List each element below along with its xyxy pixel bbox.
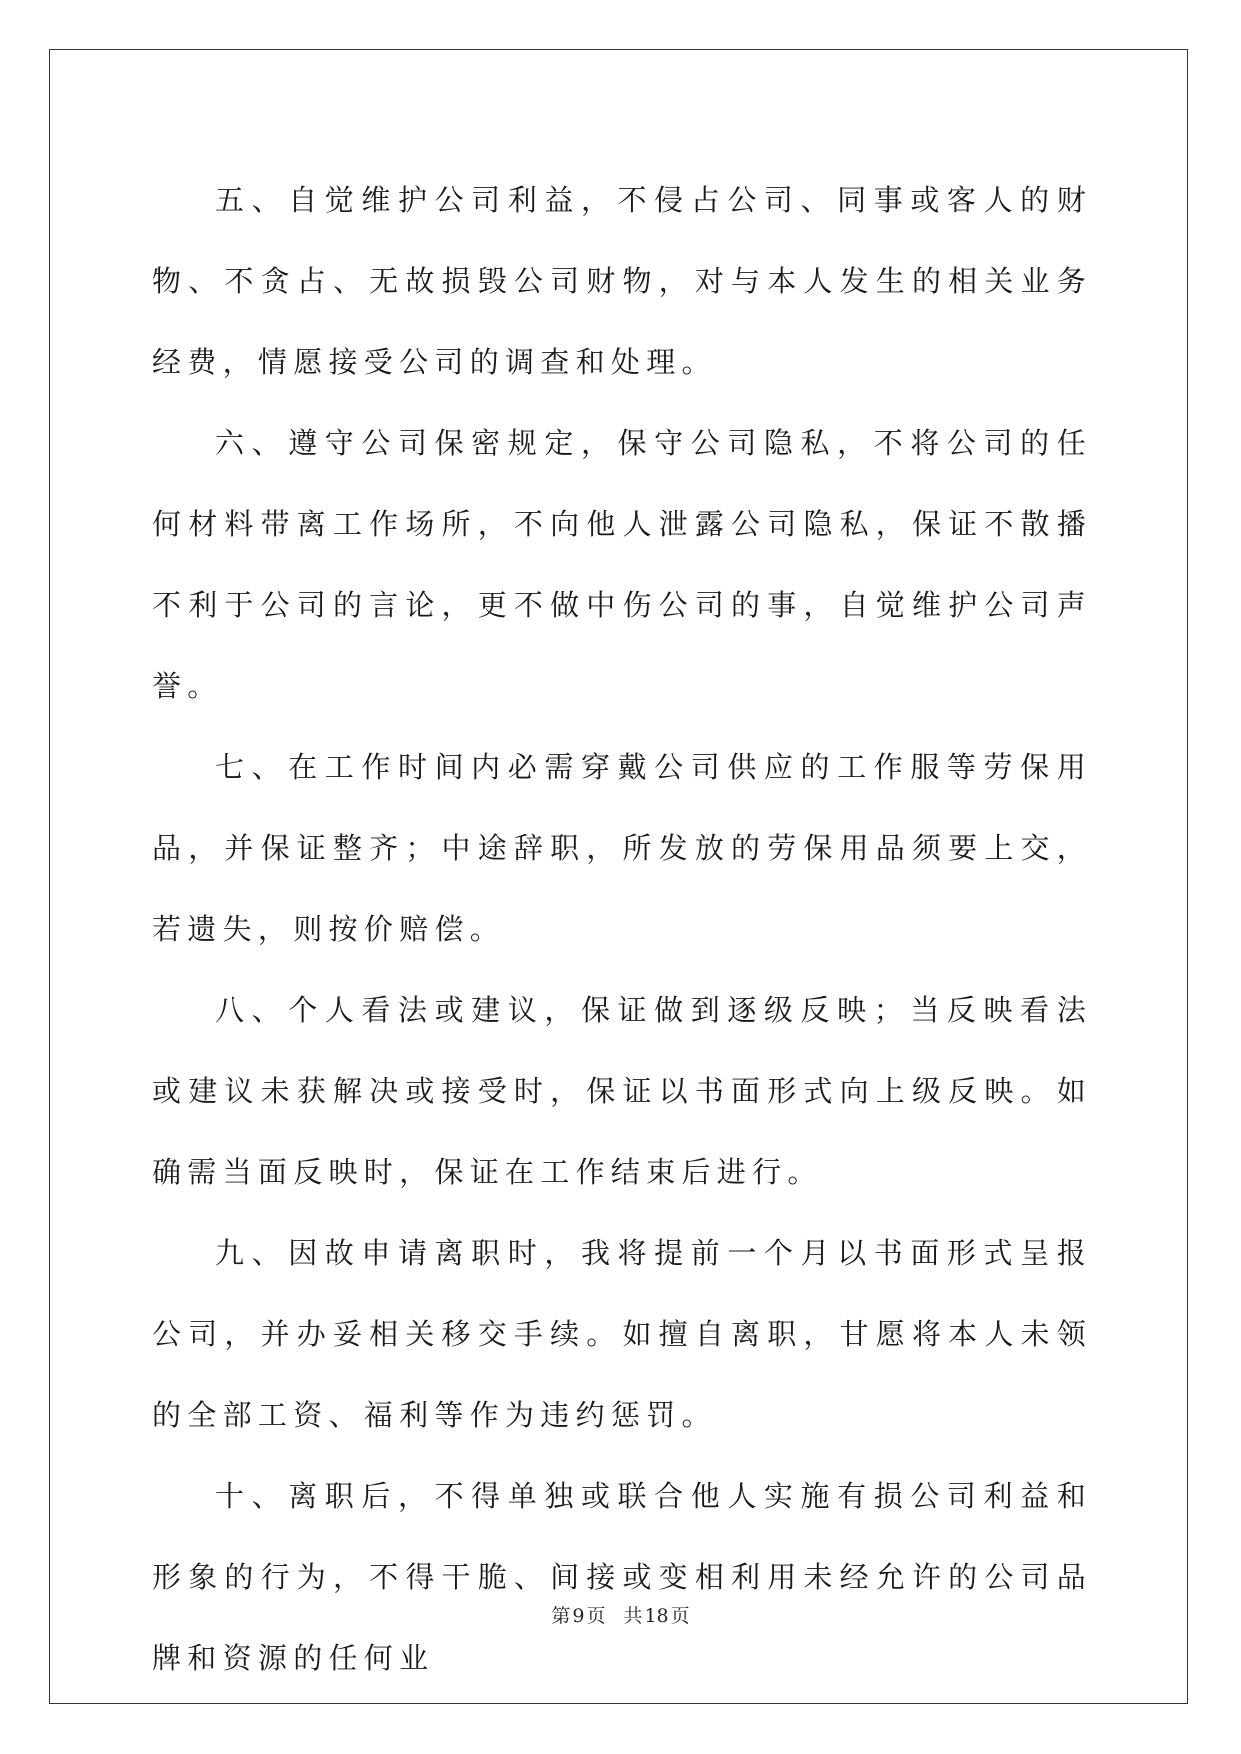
page-number: 9	[572, 1605, 585, 1627]
paragraph-5: 五、自觉维护公司利益，不侵占公司、同事或客人的财物、不贪占、无故损毁公司财物，对与本人发生的相关业务经费，情愿接受公司的调查和处理。	[152, 183, 1092, 379]
paragraph-9: 九、因故申请离职时，我将提前一个月以书面形式呈报公司，并办妥相关移交手续。如擅自离职，甘愿将本人未领的全部工资、福利等作为违约惩罚。	[152, 1236, 1092, 1432]
total-pages: 18	[644, 1605, 669, 1627]
paragraph-6: 六、遵守公司保密规定，保守公司隐私，不将公司的任何材料带离工作场所，不向他人泄露公司隐私，保证不散播不利于公司的言论，更不做中伤公司的事，自觉维护公司声誉。	[152, 426, 1092, 703]
page-prefix: 第	[551, 1605, 571, 1627]
page-footer	[0, 1601, 1241, 1628]
paragraph-7: 七、在工作时间内必需穿戴公司供应的工作服等劳保用品，并保证整齐；中途辞职，所发放的劳保用品须要上交，若遗失，则按价赔偿。	[152, 750, 1092, 946]
paragraph-10: 十、离职后，不得单独或联合他人实施有损公司利益和形象的行为，不得干脆、间接或变相利用未经允许的公司品牌和资源的任何业	[152, 1479, 1092, 1675]
total-suffix: 页	[670, 1605, 690, 1627]
document-body	[152, 160, 1092, 1699]
paragraph-8: 八、个人看法或建议，保证做到逐级反映；当反映看法或建议未获解决或接受时，保证以书面形式向上级反映。如确需当面反映时，保证在工作结束后进行。	[152, 993, 1092, 1189]
page-suffix: 页	[586, 1605, 606, 1627]
total-prefix: 共	[623, 1605, 643, 1627]
